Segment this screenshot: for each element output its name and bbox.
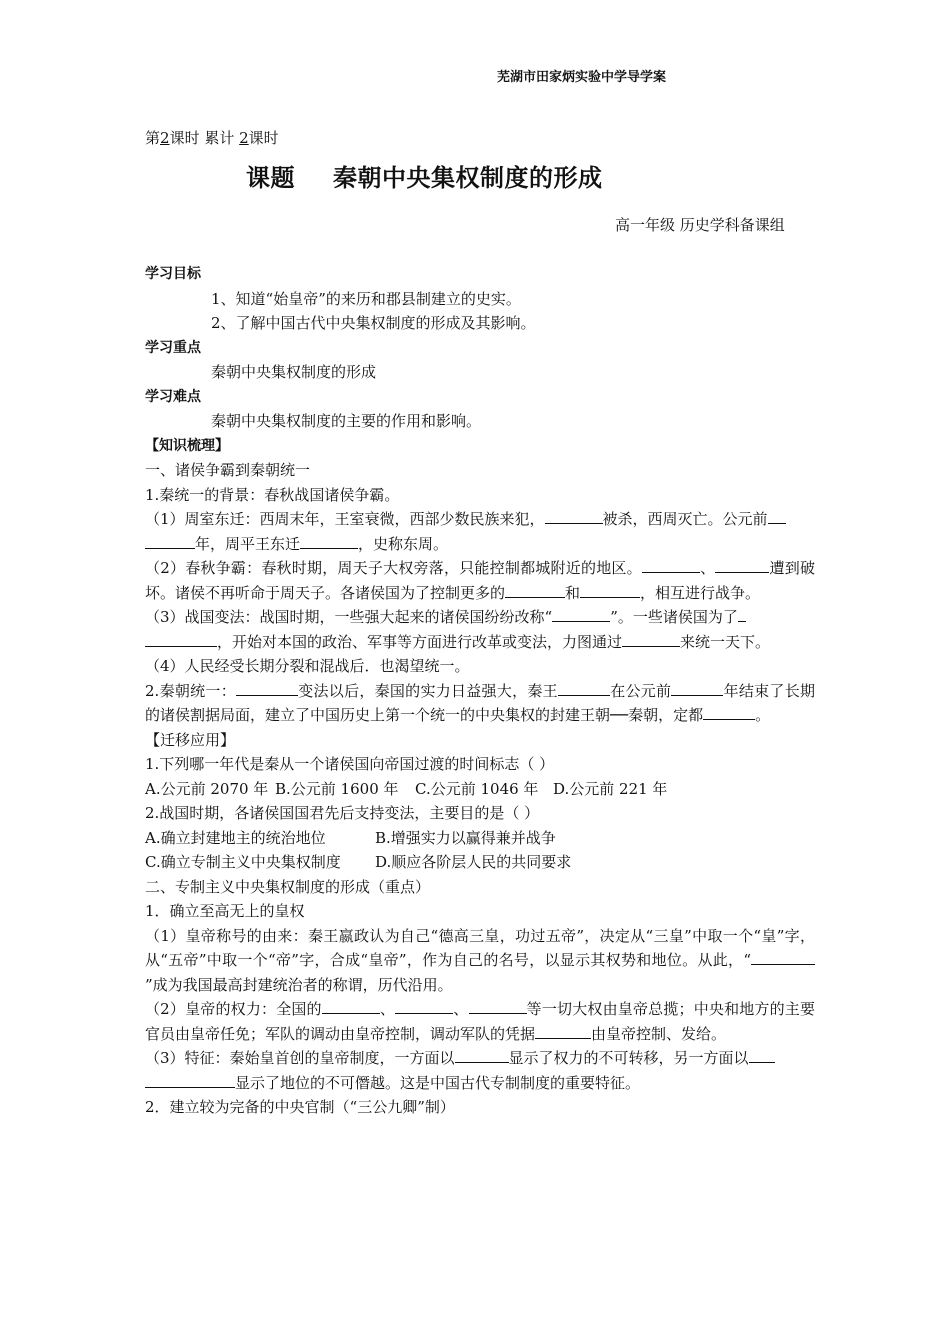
fill-blank[interactable] — [768, 507, 786, 524]
fill-blank[interactable] — [552, 605, 610, 622]
goals-heading: 学习目标 — [145, 266, 201, 282]
fill-blank[interactable] — [751, 948, 815, 965]
part1-title: 一、诸侯争霸到秦朝统一 — [145, 461, 311, 479]
key-heading: 学习重点 — [145, 339, 201, 356]
fill-blank[interactable] — [642, 556, 700, 573]
fill-blank[interactable] — [703, 703, 755, 720]
key-text: 秦朝中央集权制度的形成 — [211, 363, 377, 381]
question-1-options — [145, 777, 815, 802]
section-1: 1.秦统一的背景：春秋战国诸侯争霸。 — [145, 485, 400, 504]
paragraph-2-3: （3）特征：秦始皇首创的皇帝制度，一方面以 显示了权力的不可转移，另一方面以 显示了地位的不可僭越。这是中国古代专制制度的重要特征。 — [145, 1046, 815, 1095]
fill-blank[interactable] — [145, 630, 217, 647]
option-d[interactable]: D.顺应各阶层人民的共同要求 — [375, 853, 572, 871]
goal-item: 2、了解中国古代中央集权制度的形成及其影响。 — [211, 314, 536, 332]
fill-blank[interactable] — [749, 1046, 775, 1063]
knowledge-heading: 【知识梳理】 — [145, 437, 229, 454]
option-c[interactable]: C.公元前 1046 年 — [415, 779, 539, 798]
fill-blank[interactable] — [469, 997, 527, 1014]
option-b[interactable]: B.公元前 1600 年 — [275, 779, 399, 798]
paragraph-1-4: （4）人民经受长期分裂和混战后．也渴望统一。 — [145, 657, 470, 675]
option-d[interactable]: D.公元前 221 年 — [553, 779, 668, 798]
fill-blank[interactable] — [145, 532, 195, 549]
fill-blank[interactable] — [300, 532, 358, 549]
option-b[interactable]: B.增强实力以赢得兼并战争 — [375, 828, 556, 847]
fill-blank[interactable] — [558, 679, 610, 696]
fill-blank[interactable] — [545, 507, 603, 524]
fill-blank[interactable] — [505, 581, 565, 598]
question-2-options — [145, 850, 815, 875]
fill-blank[interactable] — [535, 1022, 591, 1039]
title-text: 秦朝中央集权制度的形成 — [333, 164, 603, 192]
document-body — [145, 262, 815, 1120]
option-a[interactable]: A.确立封建地主的统治地位 — [145, 828, 326, 847]
fill-blank[interactable] — [738, 605, 746, 622]
part2-section-1: 1．确立至高无上的皇权 — [145, 902, 305, 920]
fill-blank[interactable] — [322, 997, 380, 1014]
question-2-options — [145, 826, 815, 851]
lesson-number: 2 — [160, 129, 170, 147]
option-a[interactable]: A.公元前 2070 年 — [145, 779, 269, 798]
question-1: 1.下列哪一年代是秦从一个诸侯国向帝国过渡的时间标志（ ） — [145, 755, 555, 773]
fill-blank[interactable] — [622, 630, 680, 647]
lesson-total: 2 — [239, 129, 249, 147]
fill-blank[interactable] — [455, 1046, 509, 1063]
option-c[interactable]: C.确立专制主义中央集权制度 — [145, 853, 341, 871]
question-2: 2.战国时期，各诸侯国国君先后支持变法，主要目的是（ ） — [145, 804, 540, 822]
difficulty-heading: 学习难点 — [145, 388, 201, 405]
page-title — [246, 158, 603, 193]
title-label: 课题 — [246, 164, 295, 192]
fill-blank[interactable] — [715, 556, 769, 573]
paragraph-2-1: （1）皇帝称号的由来：秦王嬴政认为自己“德高三皇，功过五帝”，决定从“三皇”中取一个“皇”字，从“五帝”中取一个“帝”字，合成“皇帝”，作为自己的名号，以显示其权势和地位。从此，“”成为我国最高封建统治者的称谓，历代沿用。 — [145, 926, 815, 994]
part2-section-2: 2．建立较为完备的中央官制（“三公九卿”制） — [145, 1098, 455, 1116]
section-2: 2.秦朝统一： 变法以后，秦国的实力日益强大，秦王 在公元前 年结束了长期的诸侯割据局面，建立了中国历史上第一个统一的中央集权的封建王朝──秦朝，定都 。 — [145, 679, 815, 728]
practice-heading: 【迁移应用】 — [145, 730, 236, 749]
goal-item: 1、知道“始皇帝”的来历和郡县制建立的史实。 — [211, 289, 521, 308]
paragraph-1-1: （1）周室东迁：西周末年，王室衰微，西部少数民族来犯， 被杀，西周灭亡。公元前 年，周平王东迁 ，史称东周。 — [145, 507, 815, 556]
fill-blank[interactable] — [395, 997, 453, 1014]
fill-blank[interactable] — [580, 581, 640, 598]
fill-blank[interactable] — [671, 679, 723, 696]
difficulty-text: 秦朝中央集权制度的主要的作用和影响。 — [211, 412, 482, 430]
school-header: 芜湖市田家炳实验中学导学案 — [497, 70, 667, 85]
fill-blank[interactable] — [236, 679, 298, 696]
grade-group: 高一年级 历史学科备课组 — [615, 216, 785, 234]
paragraph-2-2: （2）皇帝的权力：全国的 、 、 等一切大权由皇帝总揽；中央和地方的主要官员由皇帝任免；军队的调动由皇帝控制，调动军队的凭据 由皇帝控制、发给。 — [145, 997, 815, 1046]
fill-blank[interactable] — [145, 1071, 235, 1088]
paragraph-1-2: （2）春秋争霸：春秋时期，周天子大权旁落，只能控制都城附近的地区。 、 遭到破坏。诸侯不再听命于周天子。各诸侯国为了控制更多的 和 ，相互进行战争。 — [145, 556, 815, 605]
lesson-count: 第2课时 累计 2课时 — [145, 129, 279, 147]
paragraph-1-3: （3）战国变法：战国时期，一些强大起来的诸侯国纷纷改称“ ”。一些诸侯国为了 ，开始对本国的政治、军事等方面进行改革或变法，力图通过 来统一天下。 — [145, 605, 815, 654]
part2-title: 二、专制主义中央集权制度的形成（重点） — [145, 877, 431, 896]
